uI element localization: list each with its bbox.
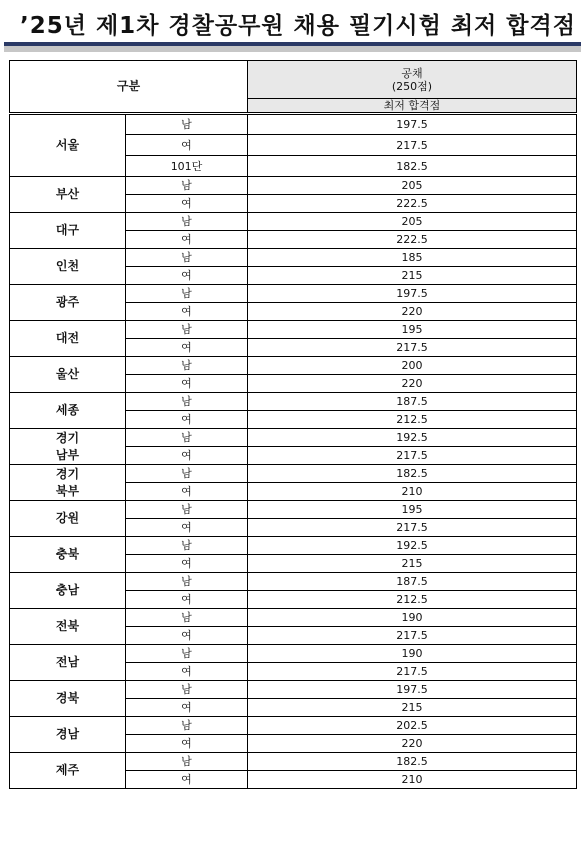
gender-label: 여 (126, 195, 248, 213)
header-metric: 최저 합격점 (248, 99, 577, 114)
table-row (10, 429, 577, 447)
gender-label: 남 (126, 393, 248, 411)
gender-label: 남 (126, 501, 248, 519)
min-score: 210 (248, 771, 577, 789)
table-row (10, 393, 577, 411)
region-name-text: 전남 (55, 655, 80, 669)
gender-label: 남 (126, 717, 248, 735)
table-row (10, 249, 577, 267)
table-row (10, 573, 577, 591)
table-row (10, 357, 577, 375)
min-score: 220 (248, 375, 577, 393)
min-score: 220 (248, 735, 577, 753)
gender-label: 101단 (126, 156, 248, 177)
min-score: 192.5 (248, 429, 577, 447)
table-row (10, 114, 577, 135)
table-row (10, 681, 577, 699)
gender-label: 남 (126, 645, 248, 663)
gender-label: 여 (126, 411, 248, 429)
min-score: 197.5 (248, 114, 577, 135)
table-row (10, 645, 577, 663)
table-header (10, 61, 577, 114)
table-row (10, 177, 577, 195)
min-score: 205 (248, 177, 577, 195)
score-table (9, 60, 577, 789)
region-name (10, 285, 126, 321)
min-score: 217.5 (248, 663, 577, 681)
min-score: 212.5 (248, 411, 577, 429)
min-score: 195 (248, 501, 577, 519)
gender-label: 여 (126, 375, 248, 393)
region-name (10, 537, 126, 573)
table-row (10, 213, 577, 231)
min-score: 210 (248, 483, 577, 501)
table-row (10, 501, 577, 519)
gender-label: 여 (126, 135, 248, 156)
title-area (4, 4, 581, 46)
region-name-text: 경남 (55, 727, 80, 741)
gender-label: 여 (126, 447, 248, 465)
min-score: 182.5 (248, 753, 577, 771)
gender-label: 여 (126, 735, 248, 753)
table-row (10, 465, 577, 483)
gender-label: 여 (126, 555, 248, 573)
region-name (10, 753, 126, 789)
min-score: 197.5 (248, 681, 577, 699)
gender-label: 여 (126, 771, 248, 789)
gender-label: 남 (126, 249, 248, 267)
min-score: 217.5 (248, 447, 577, 465)
gender-label: 남 (126, 321, 248, 339)
min-score: 205 (248, 213, 577, 231)
region-name-text: 충북 (55, 547, 80, 561)
header-points-label: (250점) (391, 79, 433, 93)
min-score: 187.5 (248, 573, 577, 591)
min-score: 215 (248, 699, 577, 717)
gender-label: 여 (126, 519, 248, 537)
header-category (248, 61, 577, 99)
table-row (10, 609, 577, 627)
gender-label: 남 (126, 753, 248, 771)
gender-label: 남 (126, 114, 248, 135)
region-name-text: 부산 (55, 187, 80, 201)
region-name (10, 177, 126, 213)
region-name (10, 501, 126, 537)
region-name-text: 충남 (55, 583, 80, 597)
table-body (10, 114, 577, 789)
region-name (10, 609, 126, 645)
region-name-text: 서울 (55, 138, 80, 152)
min-score: 197.5 (248, 285, 577, 303)
table-row (10, 537, 577, 555)
min-score: 222.5 (248, 231, 577, 249)
region-name-text: 강원 (55, 511, 80, 525)
min-score: 217.5 (248, 519, 577, 537)
header-gubun: 구분 (10, 61, 248, 114)
region-name (10, 717, 126, 753)
min-score: 212.5 (248, 591, 577, 609)
region-name-text: 세종 (55, 403, 80, 417)
region-name (10, 645, 126, 681)
min-score: 222.5 (248, 195, 577, 213)
min-score: 217.5 (248, 135, 577, 156)
gender-label: 남 (126, 213, 248, 231)
region-name-text: 경기 남부 (55, 430, 80, 462)
gender-label: 남 (126, 573, 248, 591)
region-name (10, 393, 126, 429)
gender-label: 남 (126, 537, 248, 555)
region-name-text: 인천 (55, 259, 80, 273)
min-score: 220 (248, 303, 577, 321)
page-title: ’25년 제1차 경찰공무원 채용 필기시험 최저 합격점 (20, 13, 576, 39)
region-name-text: 광주 (55, 295, 80, 309)
gender-label: 남 (126, 357, 248, 375)
region-name-text: 울산 (55, 367, 80, 381)
region-name-text: 제주 (55, 763, 80, 777)
region-name (10, 429, 126, 465)
gender-label: 남 (126, 465, 248, 483)
gender-label: 여 (126, 699, 248, 717)
region-name-text: 대전 (55, 331, 80, 345)
min-score: 192.5 (248, 537, 577, 555)
min-score: 182.5 (248, 156, 577, 177)
gender-label: 남 (126, 285, 248, 303)
region-name (10, 321, 126, 357)
min-score: 215 (248, 267, 577, 285)
gender-label: 여 (126, 591, 248, 609)
gender-label: 여 (126, 483, 248, 501)
region-name (10, 249, 126, 285)
gender-label: 남 (126, 609, 248, 627)
gender-label: 남 (126, 177, 248, 195)
region-name (10, 114, 126, 177)
min-score: 190 (248, 609, 577, 627)
min-score: 217.5 (248, 339, 577, 357)
header-category-label: 공채 (401, 66, 423, 80)
table-row (10, 717, 577, 735)
region-name (10, 573, 126, 609)
table-row (10, 753, 577, 771)
min-score: 215 (248, 555, 577, 573)
min-score: 187.5 (248, 393, 577, 411)
region-name-text: 경북 (55, 691, 80, 705)
min-score: 217.5 (248, 627, 577, 645)
gender-label: 여 (126, 303, 248, 321)
gender-label: 여 (126, 231, 248, 249)
title-underline-bar (4, 46, 581, 52)
region-name (10, 681, 126, 717)
region-name-text: 경기 북부 (55, 466, 80, 498)
gender-label: 여 (126, 267, 248, 285)
region-name-text: 대구 (55, 223, 80, 237)
min-score: 195 (248, 321, 577, 339)
gender-label: 여 (126, 663, 248, 681)
region-name (10, 465, 126, 501)
table-row (10, 321, 577, 339)
region-name-text: 전북 (55, 619, 80, 633)
table-row (10, 285, 577, 303)
min-score: 202.5 (248, 717, 577, 735)
min-score: 200 (248, 357, 577, 375)
region-name (10, 213, 126, 249)
min-score: 190 (248, 645, 577, 663)
gender-label: 여 (126, 627, 248, 645)
gender-label: 남 (126, 681, 248, 699)
gender-label: 여 (126, 339, 248, 357)
min-score: 182.5 (248, 465, 577, 483)
gender-label: 남 (126, 429, 248, 447)
min-score: 185 (248, 249, 577, 267)
region-name (10, 357, 126, 393)
